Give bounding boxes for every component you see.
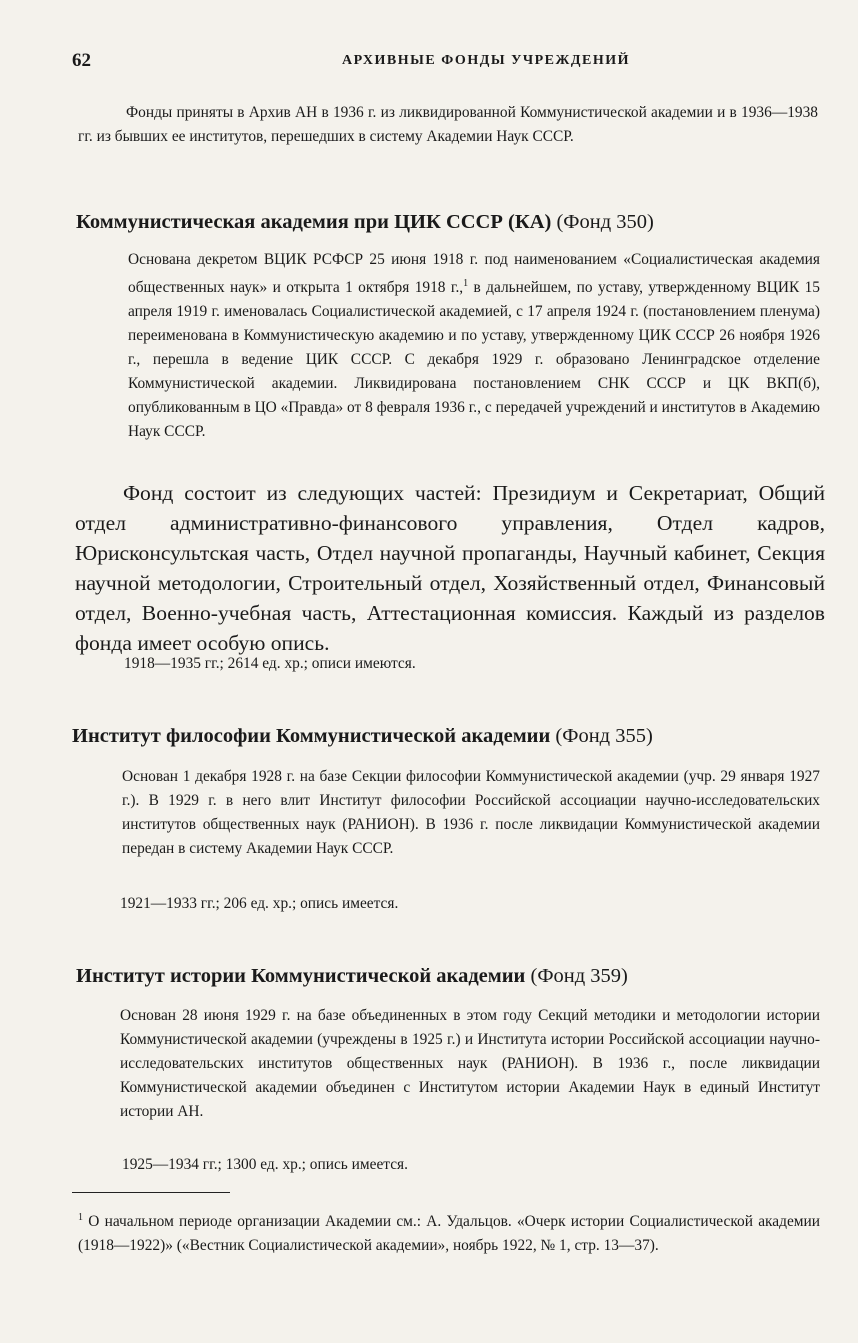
section-title: Институт философии Коммунистической академии bbox=[72, 725, 551, 747]
footnote-marker: 1 bbox=[78, 1212, 83, 1223]
footnote-reference: 1 bbox=[463, 278, 469, 289]
section-meta-communist-academy bbox=[124, 653, 416, 675]
footnote-separator bbox=[72, 1192, 230, 1193]
section-description-philosophy-institute bbox=[122, 765, 820, 861]
description-text-continued: в дальнейшем, по уставу, утвержденному ВЦИК 15 апреля 1919 г. именовалась Социалистической академией, с 17 апреля 1924 г. (постановлением пленума) переименована в Коммунистическую академию и по уставу, утвержденному ЦИК СССР 26 ноября 1926 г., перешла в ведение ЦИК СССР. С декабря 1929 г. образовано Ленинградское отделение Коммунистической академии. Ликвидирована постановлением СНК СССР и ЦК ВКП(б), опубликованным в ЦО «Правда» от 8 февраля 1936 г., с передачей учреждений и институтов в Академию Наук СССР. bbox=[128, 279, 820, 441]
footnote-text: О начальном периоде организации Академии см.: А. Удальцов. «Очерк истории Социалистической академии (1918—1922)» («Вестник Социалистической академии», ноябрь 1922, № 1, стр. 13—37). bbox=[78, 1213, 820, 1255]
fond-parts-paragraph-block bbox=[75, 478, 825, 658]
running-head: АРХИВНЫЕ ФОНДЫ УЧРЕЖДЕНИЙ bbox=[342, 53, 631, 68]
section-title: Коммунистическая академия при ЦИК СССР (КА) bbox=[76, 211, 552, 233]
section-meta-history-institute bbox=[122, 1154, 408, 1176]
footnote bbox=[78, 1206, 820, 1258]
holdings-summary: 1925—1934 гг.; 1300 ед. хр.; опись имеется. bbox=[122, 1156, 408, 1173]
fond-number: (Фонд 359) bbox=[530, 965, 628, 987]
section-meta-philosophy-institute bbox=[120, 893, 398, 915]
holdings-summary: 1918—1935 гг.; 2614 ед. хр.; описи имеются. bbox=[124, 655, 416, 672]
fond-number: (Фонд 355) bbox=[555, 725, 653, 747]
fond-parts-paragraph: Фонд состоит из следующих частей: Президиум и Секретариат, Общий отдел административно-финансового управления, Отдел кадров, Юрисконсультская часть, Отдел научной пропаганды, Научный кабинет, Секция научной методологии, Строительный отдел, Хозяйственный отдел, Финансовый отдел, Военно-учебная часть, Аттестационная комиссия. Каждый из разделов фонда имеет особую опись. bbox=[75, 481, 825, 655]
section-heading-history-institute bbox=[76, 962, 628, 990]
fond-number: (Фонд 350) bbox=[556, 211, 654, 233]
page-number: 62 bbox=[72, 50, 91, 71]
section-description-communist-academy bbox=[128, 248, 820, 444]
intro-paragraph-block bbox=[78, 101, 818, 149]
section-heading-philosophy-institute bbox=[72, 722, 653, 750]
description-text: Основан 28 июня 1929 г. на базе объединенных в этом году Секций методики и методологии истории Коммунистической академии (учреждены в 1925 г.) и Института истории Российской ассоциации научно-исследовательских институтов общественных наук (РАНИОН). В 1936 г., после ликвидации Коммунистической академии объединен с Институтом истории Академии Наук в единый Институт истории АН. bbox=[120, 1007, 820, 1120]
section-description-history-institute bbox=[120, 1004, 820, 1124]
description-text: Основан 1 декабря 1928 г. на базе Секции философии Коммунистической академии (учр. 29 января 1927 г.). В 1929 г. в него влит Институт философии Российской ассоциации научно-исследовательских институтов общественных наук (РАНИОН). В 1936 г. после ликвидации Коммунистической академии передан в систему Академии Наук СССР. bbox=[122, 768, 820, 857]
holdings-summary: 1921—1933 гг.; 206 ед. хр.; опись имеется. bbox=[120, 895, 399, 912]
page-header bbox=[72, 50, 792, 74]
description-text: Основана декретом ВЦИК РСФСР 25 июня 1918 г. под наименованием «Социалистическая академия общественных наук» и открыта 1 октября 1918 г., bbox=[128, 251, 820, 297]
section-title: Институт истории Коммунистической академии bbox=[76, 965, 526, 987]
intro-paragraph: Фонды приняты в Архив АН в 1936 г. из ликвидированной Коммунистической академии и в 1936—1938 гг. из бывших ее институтов, перешедших в систему Академии Наук СССР. bbox=[78, 104, 818, 145]
section-heading-communist-academy bbox=[76, 208, 654, 236]
